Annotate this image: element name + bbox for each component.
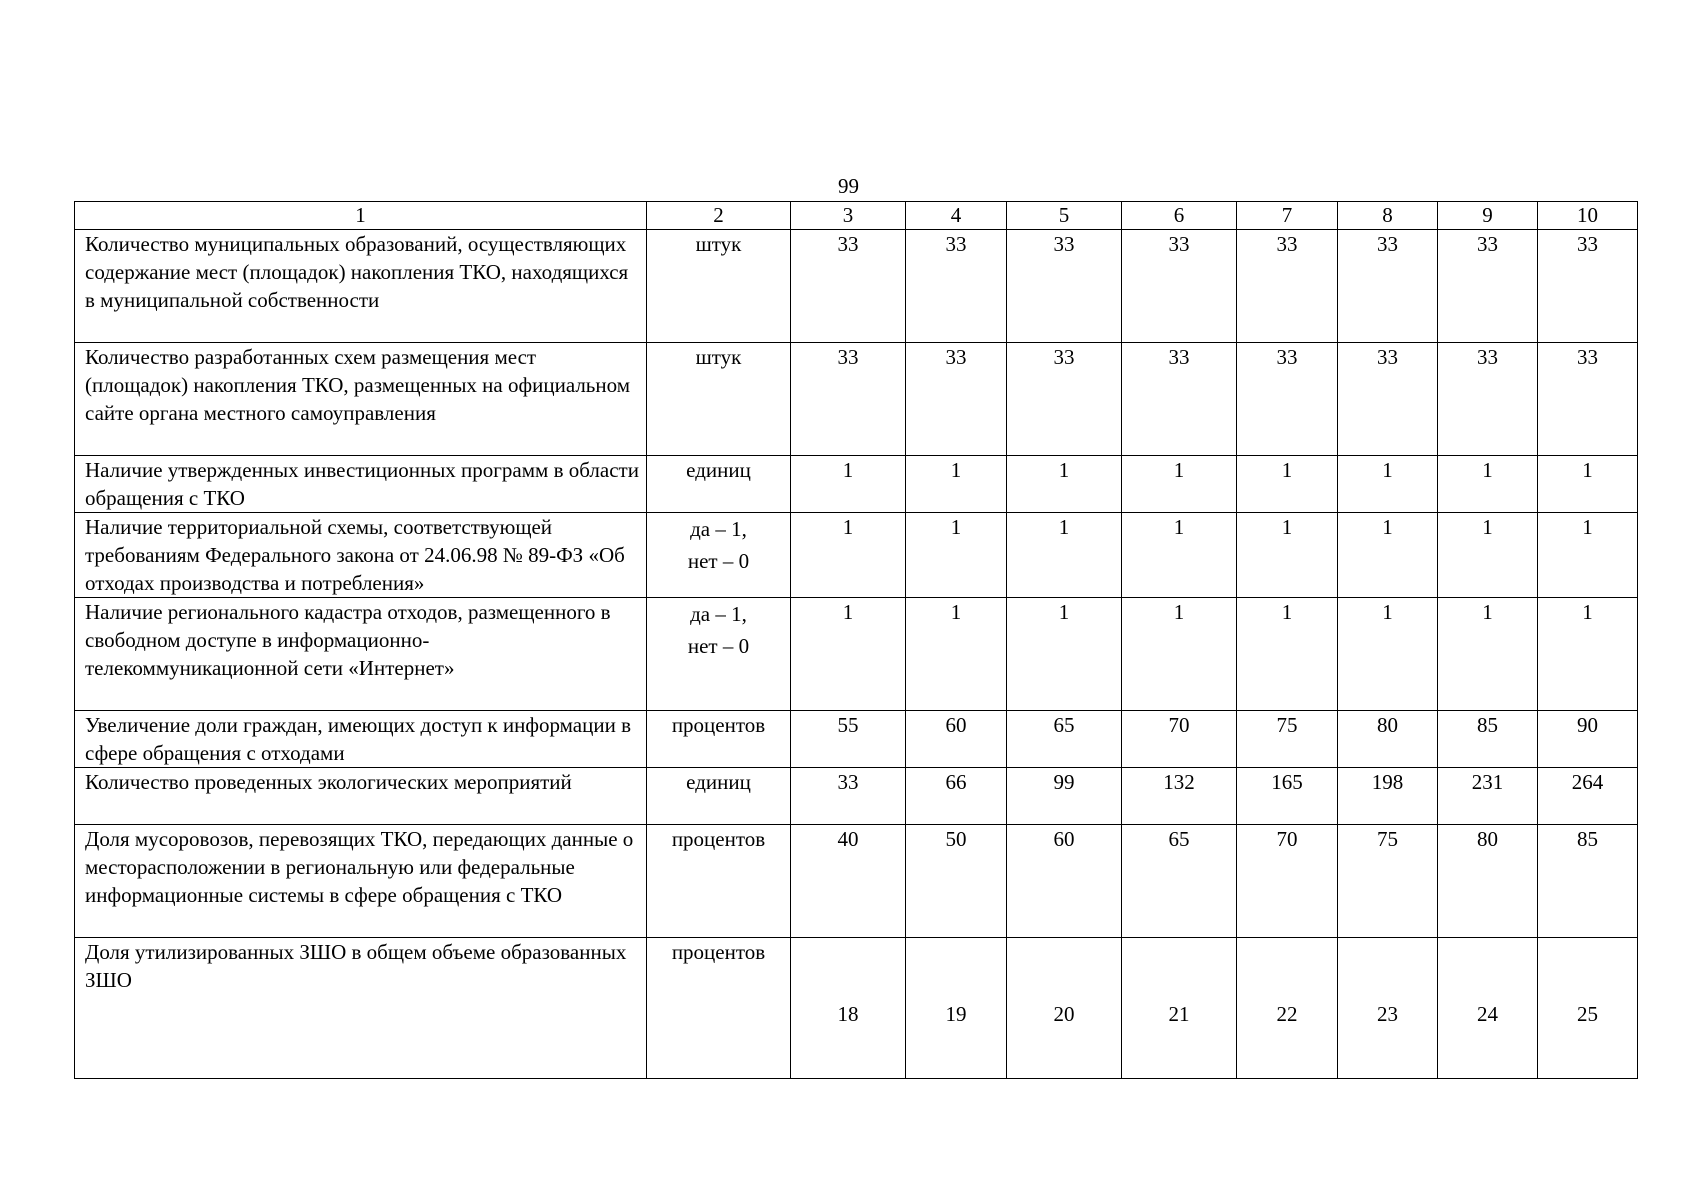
indicator-value: 33 (791, 230, 906, 343)
header-cell: 3 (791, 202, 906, 230)
indicator-value: 1 (1237, 456, 1338, 513)
indicator-value: 85 (1438, 711, 1538, 768)
indicator-name: Количество разработанных схем размещения мест (площадок) накопления ТКО, размещенных на официальном сайте органа местного самоуправления (75, 343, 647, 456)
indicator-value: 1 (906, 456, 1007, 513)
indicator-value: 33 (1538, 343, 1638, 456)
table-row (75, 768, 1638, 825)
indicator-value: 33 (1438, 343, 1538, 456)
indicator-value: 33 (1438, 230, 1538, 343)
indicator-name: Количество муниципальных образований, осуществляющих содержание мест (площадок) накопления ТКО, находящихся в муниципальной собственности (75, 230, 647, 343)
indicator-value (1122, 938, 1237, 1079)
header-cell: 4 (906, 202, 1007, 230)
header-cell: 6 (1122, 202, 1237, 230)
indicator-value: 33 (1237, 230, 1338, 343)
indicator-value: 1 (1007, 513, 1122, 598)
indicator-value: 165 (1237, 768, 1338, 825)
indicator-value: 1 (1007, 456, 1122, 513)
indicator-value: 1 (1122, 598, 1237, 711)
indicator-value: 33 (1007, 230, 1122, 343)
indicator-value: 33 (906, 343, 1007, 456)
table-row (75, 230, 1638, 343)
indicator-name: Наличие регионального кадастра отходов, размещенного в свободном доступе в информационно-телекоммуникационной сети «Интернет» (75, 598, 647, 711)
indicator-value: 1 (1438, 598, 1538, 711)
table-row (75, 343, 1638, 456)
indicator-value: 1 (1122, 513, 1237, 598)
indicator-value: 33 (1122, 343, 1237, 456)
indicator-unit: процентов (647, 711, 791, 768)
indicator-value: 1 (906, 513, 1007, 598)
table-row (75, 598, 1638, 711)
indicator-value: 75 (1237, 711, 1338, 768)
header-cell: 5 (1007, 202, 1122, 230)
indicator-value: 1 (1237, 513, 1338, 598)
indicator-value: 1 (1538, 598, 1638, 711)
indicator-value: 65 (1122, 825, 1237, 938)
indicator-value: 33 (1007, 343, 1122, 456)
indicator-value: 80 (1338, 711, 1438, 768)
table-row (75, 513, 1638, 598)
indicator-value (906, 938, 1007, 1079)
indicator-value: 33 (906, 230, 1007, 343)
indicator-name: Количество проведенных экологических мероприятий (75, 768, 647, 825)
table-row (75, 456, 1638, 513)
indicator-value: 65 (1007, 711, 1122, 768)
indicator-value: 33 (1237, 343, 1338, 456)
indicator-value: 33 (791, 768, 906, 825)
indicator-name: Увеличение доли граждан, имеющих доступ к информации в сфере обращения с отходами (75, 711, 647, 768)
indicator-name: Доля утилизированных ЗШО в общем объеме образованных ЗШО (75, 938, 647, 1079)
indicator-value (1007, 938, 1122, 1079)
table-row (75, 938, 1638, 1079)
indicator-value: 60 (906, 711, 1007, 768)
unit-line: да – 1, (690, 517, 747, 541)
indicator-value (1237, 938, 1338, 1079)
value-text: 22 (1276, 1002, 1298, 1026)
table-header-row (75, 202, 1638, 230)
indicator-value: 55 (791, 711, 906, 768)
indicator-name: Наличие утвержденных инвестиционных программ в области обращения с ТКО (75, 456, 647, 513)
header-cell: 8 (1338, 202, 1438, 230)
indicator-value: 1 (1538, 456, 1638, 513)
indicator-value: 1 (1338, 598, 1438, 711)
indicator-value: 70 (1122, 711, 1237, 768)
value-text: 25 (1577, 1002, 1598, 1026)
indicator-unit: штук (647, 343, 791, 456)
table-row (75, 711, 1638, 768)
table-row (75, 825, 1638, 938)
indicator-value: 198 (1338, 768, 1438, 825)
indicator-value: 1 (1438, 456, 1538, 513)
indicator-value: 1 (1538, 513, 1638, 598)
header-cell: 10 (1538, 202, 1638, 230)
indicator-value: 1 (906, 598, 1007, 711)
indicator-value: 1 (791, 598, 906, 711)
unit-line: нет – 0 (687, 549, 750, 573)
indicator-value: 80 (1438, 825, 1538, 938)
indicator-name: Доля мусоровозов, перевозящих ТКО, передающих данные о месторасположении в региональную или федеральные информационные системы в сфере обращения с ТКО (75, 825, 647, 938)
indicator-value: 70 (1237, 825, 1338, 938)
indicator-value: 66 (906, 768, 1007, 825)
header-cell: 2 (647, 202, 791, 230)
indicator-unit: единиц (647, 768, 791, 825)
indicator-value: 1 (1122, 456, 1237, 513)
indicator-unit (647, 598, 791, 711)
indicator-value: 33 (1338, 230, 1438, 343)
unit-line: да – 1, (690, 602, 747, 626)
value-text: 21 (1168, 1002, 1190, 1026)
indicator-value: 50 (906, 825, 1007, 938)
indicator-value: 264 (1538, 768, 1638, 825)
value-text: 19 (945, 1002, 967, 1026)
indicator-value: 99 (1007, 768, 1122, 825)
header-cell: 9 (1438, 202, 1538, 230)
indicator-value (1538, 938, 1638, 1079)
value-text: 23 (1377, 1002, 1398, 1026)
indicator-value: 90 (1538, 711, 1638, 768)
indicator-unit (647, 513, 791, 598)
indicator-value: 33 (791, 343, 906, 456)
indicator-unit: процентов (647, 825, 791, 938)
indicator-value: 75 (1338, 825, 1438, 938)
indicator-value: 40 (791, 825, 906, 938)
unit-line: нет – 0 (687, 634, 750, 658)
indicator-value: 1 (791, 456, 906, 513)
value-text: 20 (1053, 1002, 1075, 1026)
indicator-value: 85 (1538, 825, 1638, 938)
indicator-unit: единиц (647, 456, 791, 513)
indicator-value: 1 (1007, 598, 1122, 711)
indicator-value: 231 (1438, 768, 1538, 825)
indicator-value (1438, 938, 1538, 1079)
indicator-unit: процентов (647, 938, 791, 1079)
header-cell: 7 (1237, 202, 1338, 230)
indicator-value: 132 (1122, 768, 1237, 825)
indicators-table (74, 201, 1638, 1079)
indicator-value: 33 (1538, 230, 1638, 343)
indicator-value (791, 938, 906, 1079)
indicator-value: 1 (1438, 513, 1538, 598)
indicator-value: 60 (1007, 825, 1122, 938)
page-number: 99 (838, 174, 859, 198)
indicator-value: 33 (1338, 343, 1438, 456)
indicator-value (1338, 938, 1438, 1079)
header-cell: 1 (75, 202, 647, 230)
indicator-value: 1 (1338, 456, 1438, 513)
indicator-value: 1 (1237, 598, 1338, 711)
value-text: 18 (837, 1002, 859, 1026)
indicator-value: 1 (1338, 513, 1438, 598)
indicator-value: 1 (791, 513, 906, 598)
indicator-name: Наличие территориальной схемы, соответствующей требованиям Федерального закона от 24.06.98 № 89-ФЗ «Об отходах производства и потребления» (75, 513, 647, 598)
indicator-value: 33 (1122, 230, 1237, 343)
value-text: 24 (1477, 1002, 1498, 1026)
indicator-unit: штук (647, 230, 791, 343)
